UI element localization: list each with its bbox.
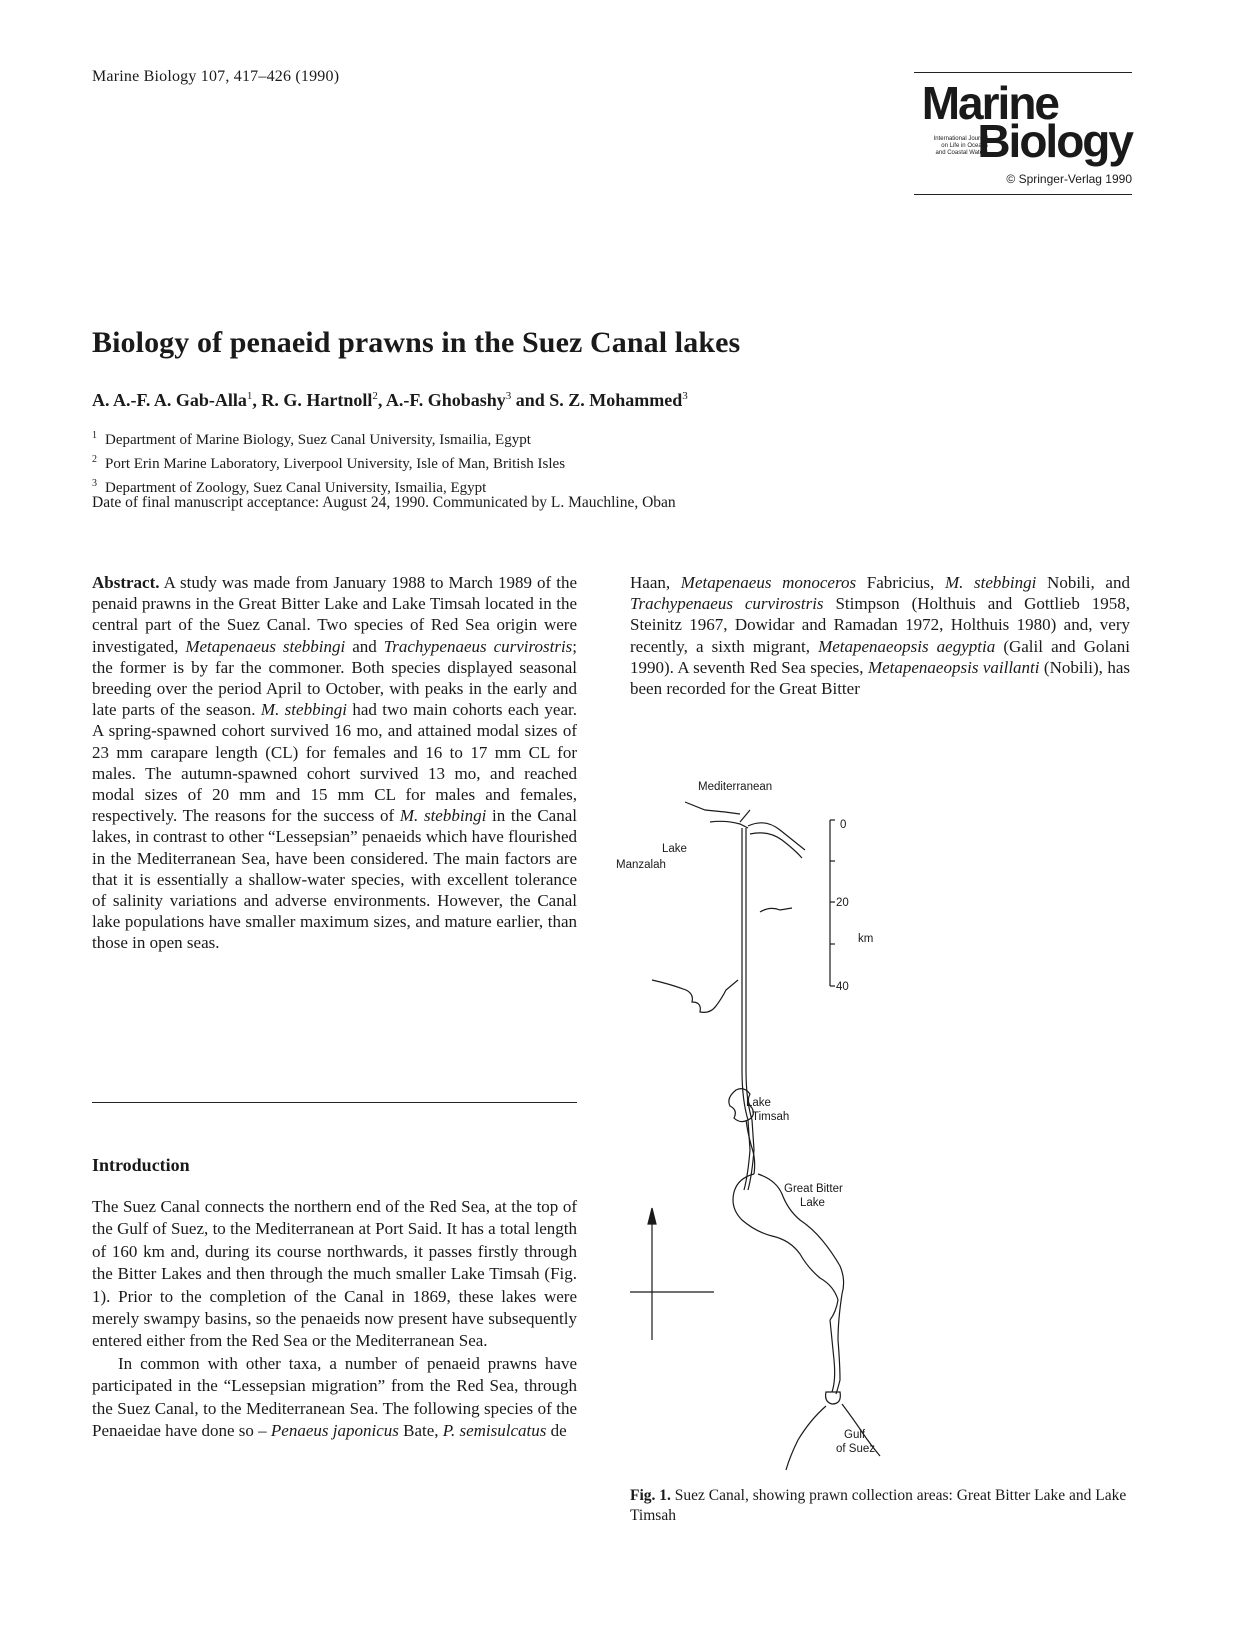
intro-text: Bate, bbox=[398, 1421, 443, 1441]
scale-label: 20 bbox=[836, 897, 849, 909]
label-mediterranean: Mediterranean bbox=[698, 781, 773, 793]
species-name: Metapenaeopsis aegyptia bbox=[818, 636, 996, 656]
author-affiliation-mark: 1 bbox=[246, 390, 253, 402]
species-name: P. semisulcatus bbox=[442, 1421, 547, 1441]
suez-canal-map bbox=[616, 780, 1130, 1480]
great-bitter-lake-shore bbox=[733, 1174, 838, 1320]
port-said-coast bbox=[750, 833, 802, 858]
mediterranean-coastline bbox=[710, 821, 748, 828]
affiliation-text: Department of Zoology, Suez Canal University, Ismailia, Egypt bbox=[105, 480, 487, 496]
body-text: (Nobili), has been recorded for the Great Bitter bbox=[630, 657, 1130, 699]
mediterranean-coastline bbox=[685, 802, 740, 814]
mediterranean-pointer bbox=[740, 810, 750, 822]
author-list bbox=[92, 390, 688, 411]
acceptance-note: Date of final manuscript acceptance: August 24, 1990. Communicated by L. Mauchline, Oban bbox=[92, 494, 676, 511]
intro-text: In common with other taxa, a number of penaeid prawns have participated in the “Lessepsian migration” from the Red Sea, through the Suez Canal, to the Mediterranean Sea. The following species of the Penaeidae have done so – bbox=[92, 1353, 577, 1441]
abstract-text: ; the former is by far the commoner. Both species displayed seasonal breeding over the period April to October, with peaks in the early and late parts of the season. bbox=[92, 636, 578, 720]
logo-tagline-line: on Life in Oceans bbox=[941, 143, 988, 149]
introduction-body bbox=[92, 1196, 577, 1442]
author-separator: , bbox=[377, 390, 386, 410]
figure-caption-label: Fig. 1. bbox=[630, 1487, 671, 1504]
affiliation-number: 3 bbox=[92, 478, 97, 489]
author-affiliation-mark: 3 bbox=[505, 390, 512, 402]
affiliation-text: Department of Marine Biology, Suez Canal University, Ismailia, Egypt bbox=[105, 432, 531, 448]
abstract bbox=[92, 572, 577, 954]
scale-label: 0 bbox=[840, 819, 847, 831]
affiliation bbox=[92, 426, 565, 450]
author-name: A. A.-F. A. Gab-Alla bbox=[92, 390, 247, 410]
north-arrow-head bbox=[648, 1208, 656, 1224]
author-affiliation-mark: 3 bbox=[682, 390, 688, 402]
author-affiliation-mark: 2 bbox=[372, 390, 378, 402]
species-name: M. stebbingi bbox=[260, 700, 348, 720]
label-lake-manzalah: Lake bbox=[662, 843, 687, 855]
label-gulf-of-suez: of Suez bbox=[836, 1443, 875, 1455]
affiliation bbox=[92, 450, 565, 474]
figure-caption bbox=[630, 1486, 1130, 1525]
species-name: Trachypenaeus curvirostris bbox=[383, 636, 573, 656]
label-lake-timsah: Timsah bbox=[752, 1111, 790, 1123]
label-gulf-of-suez: Gulf bbox=[844, 1429, 866, 1441]
scale-label: 40 bbox=[836, 981, 849, 993]
species-name: Metapenaeus monoceros bbox=[680, 573, 857, 592]
species-name: Penaeus japonicus bbox=[270, 1421, 399, 1441]
abstract-paragraph bbox=[92, 572, 577, 954]
logo-rule-bottom bbox=[914, 194, 1132, 195]
logo-tagline-line: and Coastal Waters bbox=[935, 150, 988, 156]
logo-word-marine: Marine bbox=[921, 77, 1058, 129]
lake-manzalah-shore bbox=[760, 908, 792, 912]
body-text: (Galil and Golani 1990). A seventh Red Sea species, bbox=[630, 636, 1131, 677]
intro-paragraph: The Suez Canal connects the northern end of the Red Sea, at the top of the Gulf of Suez, to the Mediterranean at Port Said. It has a total length of 160 km and, during its course northwards, it passes firstly through the Bitter Lakes and then through the much smaller Lake Timsah (Fig. 1). Prior to the completion of the Canal in 1869, these lakes were merely swampy basins, so the penaeids now present have subsequently entered either from the Red Sea or the Mediterranean Sea. bbox=[92, 1197, 577, 1351]
section-divider bbox=[92, 1102, 577, 1103]
species-name: Metapenaeopsis vaillanti bbox=[867, 657, 1040, 677]
journal-logo bbox=[914, 72, 1132, 198]
abstract-text: had two main cohorts each year. A spring-spawned cohort survived 16 mo, and attained modal sizes of 23 mm carapare length (CL) for females and 16 to 17 mm CL for males. The autumn-spawned cohort survived 13 mo, and reached modal sizes of 20 mm and 15 mm CL for males and females, respectively. The reasons for the success of bbox=[92, 700, 577, 826]
section-heading-introduction: Introduction bbox=[92, 1155, 190, 1175]
label-lake-timsah: Lake bbox=[746, 1097, 771, 1109]
abstract-label: Abstract. bbox=[92, 573, 160, 592]
label-great-bitter-lake: Lake bbox=[800, 1197, 825, 1209]
logo-tagline-line: International Journal bbox=[933, 136, 988, 142]
author-name: R. G. Hartnoll bbox=[261, 390, 373, 410]
canal-channel bbox=[836, 1294, 842, 1394]
journal-citation: Marine Biology 107, 417–426 (1990) bbox=[92, 68, 340, 85]
paper-title: Biology of penaeid prawns in the Suez Canal lakes bbox=[92, 326, 741, 359]
intro-paragraph bbox=[92, 1353, 577, 1443]
logo-rule-top bbox=[914, 72, 1132, 73]
affiliation-text: Port Erin Marine Laboratory, Liverpool University, Isle of Man, British Isles bbox=[105, 456, 566, 472]
affiliation-number: 1 bbox=[92, 430, 97, 441]
species-name: M. stebbingi bbox=[399, 806, 487, 826]
body-text: Nobili, and bbox=[1036, 573, 1130, 592]
intro-text: de bbox=[546, 1421, 567, 1441]
abstract-text: and bbox=[345, 636, 384, 656]
canal-channel bbox=[830, 1320, 835, 1392]
abstract-text: in the Canal lakes, in contrast to other “Lessepsian” penaeids which have flourished in the Mediterranean Sea, have been considered. The main factors are that it is essentially a shallow-water species, with excellent tolerance of salinity variations and adverse environments. However, the Canal lake populations have smaller maximum sizes, and mature earlier, than those in open seas. bbox=[92, 806, 577, 953]
scale-unit-label: km bbox=[858, 933, 874, 945]
body-text: Fabricius, bbox=[856, 573, 945, 592]
body-text: Haan, bbox=[630, 573, 681, 592]
affiliation-list bbox=[92, 426, 565, 498]
figure-caption-text: Suez Canal, showing prawn collection areas: Great Bitter Lake and Lake Timsah bbox=[630, 1487, 1127, 1524]
abstract-text: A study was made from January 1988 to March 1989 of the penaid prawns in the Great Bitter Lake and Lake Timsah located in the central part of the Suez Canal. Two species of Red Sea origin were investigated, bbox=[92, 573, 577, 656]
author-separator: , bbox=[252, 390, 262, 410]
author-separator: and bbox=[511, 390, 550, 410]
species-name: Trachypenaeus curvirostris bbox=[630, 594, 824, 614]
author-name: A.-F. Ghobashy bbox=[385, 390, 506, 410]
suez-coast bbox=[826, 1392, 841, 1404]
logo-word-biology: Biology bbox=[977, 115, 1132, 167]
logo-copyright: © Springer-Verlag 1990 bbox=[1006, 172, 1132, 186]
affiliation-number: 2 bbox=[92, 454, 97, 465]
species-name: M. stebbingi bbox=[944, 573, 1037, 592]
lake-manzalah-shore bbox=[652, 980, 738, 1012]
body-text: Stimpson (Holthuis and Gottlieb 1958, Steinitz 1967, Dowidar and Ramadan 1972, Holthuis 1980) and, very recently, a sixth migrant, bbox=[630, 594, 1130, 656]
label-great-bitter-lake: Great Bitter bbox=[784, 1183, 843, 1195]
body-paragraph bbox=[630, 572, 1130, 699]
gulf-of-suez-coast bbox=[786, 1406, 826, 1470]
label-lake-manzalah: Manzalah bbox=[616, 859, 666, 871]
right-column-text bbox=[630, 572, 1130, 699]
species-name: Metapenaeus stebbingi bbox=[185, 636, 346, 656]
author-name: S. Z. Mohammed bbox=[549, 390, 683, 410]
canal-channel bbox=[746, 828, 754, 1190]
